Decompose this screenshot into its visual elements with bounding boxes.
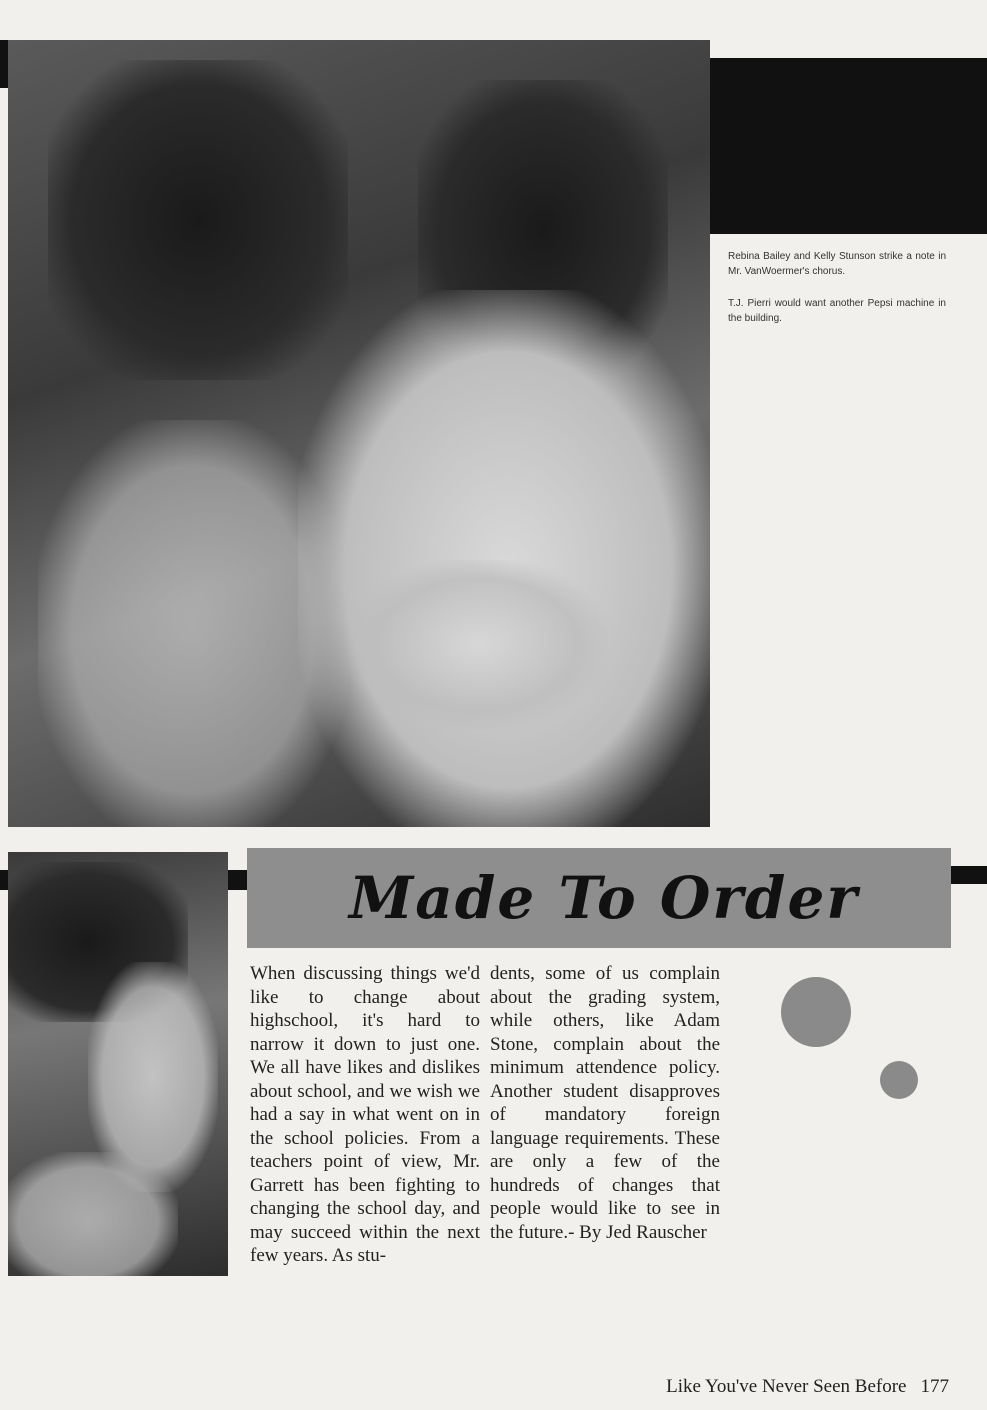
page-number: 177: [920, 1376, 949, 1397]
article-column-2: dents, some of us complain about the grading system, while others, like Adam Stone, complain about the minimum attendence policy. Another student disapproves of mandatory foreign language requirements. These are only a few of the hundreds of changes that people would like to see in the future.- By Jed Rauscher: [490, 963, 720, 1243]
top-band-left: [0, 40, 8, 88]
headline-box: [247, 848, 951, 948]
top-band-right: [708, 58, 987, 234]
decorative-dot-large: [781, 977, 851, 1047]
headline: Made To Order: [349, 864, 859, 932]
photo-sheet-music: [348, 560, 608, 730]
chorus-photo: [8, 40, 710, 827]
caption-pepsi: T.J. Pierri would want another Pepsi machine in the building.: [728, 298, 946, 324]
decorative-dot-small: [880, 1061, 918, 1099]
article-column-1: When discussing things we'd like to change about highschool, it's hard to narrow it down to just one. We all have likes and dislikes about school, and we wish we had a say in what went on in the school policies. From a teachers point of view, Mr. Garrett has been fighting to changing the school day, and may succeed within the next few years. As stu-: [250, 963, 480, 1266]
footer-book-title: Like You've Never Seen Before: [666, 1376, 907, 1397]
caption-chorus: Rebina Bailey and Kelly Stunson strike a note in Mr. VanWoermer's chorus.: [728, 251, 946, 277]
student-photo: [8, 852, 228, 1276]
photo-vest: [38, 420, 348, 827]
title-band-right: [950, 866, 987, 884]
page-footer: [666, 1376, 949, 1398]
photo-sweater: [298, 290, 710, 827]
photo-student-shirt: [8, 1152, 178, 1276]
